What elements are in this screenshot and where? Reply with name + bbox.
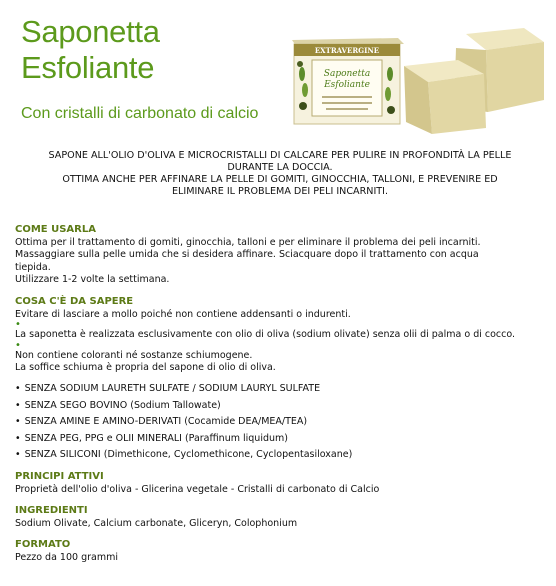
- free-from-list: [15, 383, 545, 462]
- olive-fruit-icon: [297, 61, 303, 67]
- olive-leaf-icon: [385, 87, 391, 101]
- info-heading: COSA C'È DA SAPERE: [15, 295, 134, 307]
- free-from-item: • SENZA PEG, PPG e OLII MINERALI (Paraffinum liquidum): [15, 433, 545, 446]
- olive-leaf-icon: [299, 67, 305, 81]
- box-brand-text: EXTRAVERGINE: [314, 46, 380, 55]
- info-text: Evitare di lasciare a mollo poiché non contiene addensanti o indurenti.: [15, 308, 351, 320]
- box-name-line-1: Saponetta: [323, 69, 371, 79]
- free-from-item: • SENZA SEGO BOVINO (Sodium Tallowate): [15, 400, 545, 413]
- free-from-item: • SENZA AMINE E AMINO-DERIVATI (Cocamide DEA/MEA/TEA): [15, 416, 545, 429]
- intro-line: OTTIMA ANCHE PER AFFINARE LA PELLE DI GOMITI, GINOCCHIA, TALLONI, E PREVENIRE ED: [62, 174, 498, 185]
- box-small-text-2: [322, 102, 372, 104]
- usage-text: Ottima per il trattamento di gomiti, ginocchia, talloni e per eliminare il problema dei peli incarniti.: [15, 236, 481, 248]
- ingredients-text: Sodium Olivate, Calcium carbonate, Gliceryn, Colophonium: [15, 517, 298, 529]
- free-from-item: • SENZA SODIUM LAURETH SULFATE / SODIUM LAURYL SULFATE: [15, 383, 545, 396]
- intro-text: [30, 150, 530, 198]
- usage-text: tiepida.: [15, 261, 51, 273]
- info-text: La saponetta è realizzata esclusivamente con olio di oliva (sodium olivate) senza olii di palma o di cocco.: [15, 329, 516, 341]
- usage-text: Utilizzare 1-2 volte la settimana.: [15, 274, 170, 286]
- olive-leaf-icon: [387, 67, 393, 81]
- soap-bar-front-face: [428, 74, 486, 134]
- usage-heading: COME USARLA: [15, 224, 96, 235]
- product-image: [286, 24, 546, 136]
- product-details: [15, 224, 545, 564]
- page-title: [21, 14, 160, 86]
- intro-line: ELIMINARE IL PROBLEMA DEI PELI INCARNITI.: [171, 186, 389, 197]
- olive-leaf-icon: [302, 83, 308, 97]
- free-from-item: • SENZA SILICONI (Dimethicone, Cyclomethicone, Cyclopentasiloxane): [15, 449, 545, 462]
- box-name-line-2: Esfoliante: [324, 80, 370, 90]
- usage-text: Massaggiare sulla pelle umida che si desidera affinare. Sciacquare dopo il trattamento con acqua: [15, 249, 479, 261]
- intro-line: DURANTE LA DOCCIA.: [227, 162, 333, 173]
- bullet-dot: •: [15, 319, 21, 331]
- title-line-2: Esfoliante: [21, 50, 155, 85]
- format-text: Pezzo da 100 grammi: [15, 551, 118, 563]
- page-subtitle: Con cristalli di carbonato di calcio: [21, 105, 259, 122]
- format-heading: FORMATO: [15, 539, 71, 551]
- intro-line: SAPONE ALL'OLIO D'OLIVA E MICROCRISTALLI DI CALCARE PER PULIRE IN PROFONDITÀ LA PELLE: [48, 150, 512, 161]
- title-line-1: Saponetta: [21, 14, 160, 49]
- box-small-text-3: [326, 108, 368, 110]
- active-heading: PRINCIPI ATTIVI: [15, 470, 104, 482]
- soap-bar-back-side: [486, 42, 544, 112]
- active-text: Proprietà dell'olio d'oliva - Glicerina vegetale - Cristalli di carbonato di Calcio: [15, 483, 380, 495]
- info-text: La soffice schiuma è propria del sapone di olio di oliva.: [15, 362, 276, 374]
- olive-fruit-icon: [299, 102, 307, 110]
- ingredients-heading: INGREDIENTI: [15, 505, 88, 517]
- olive-fruit-icon: [387, 106, 395, 114]
- bullet-dot: •: [15, 339, 21, 351]
- box-small-text-1: [322, 96, 372, 98]
- info-text: Non contiene coloranti né sostanze schiumogene.: [15, 349, 253, 361]
